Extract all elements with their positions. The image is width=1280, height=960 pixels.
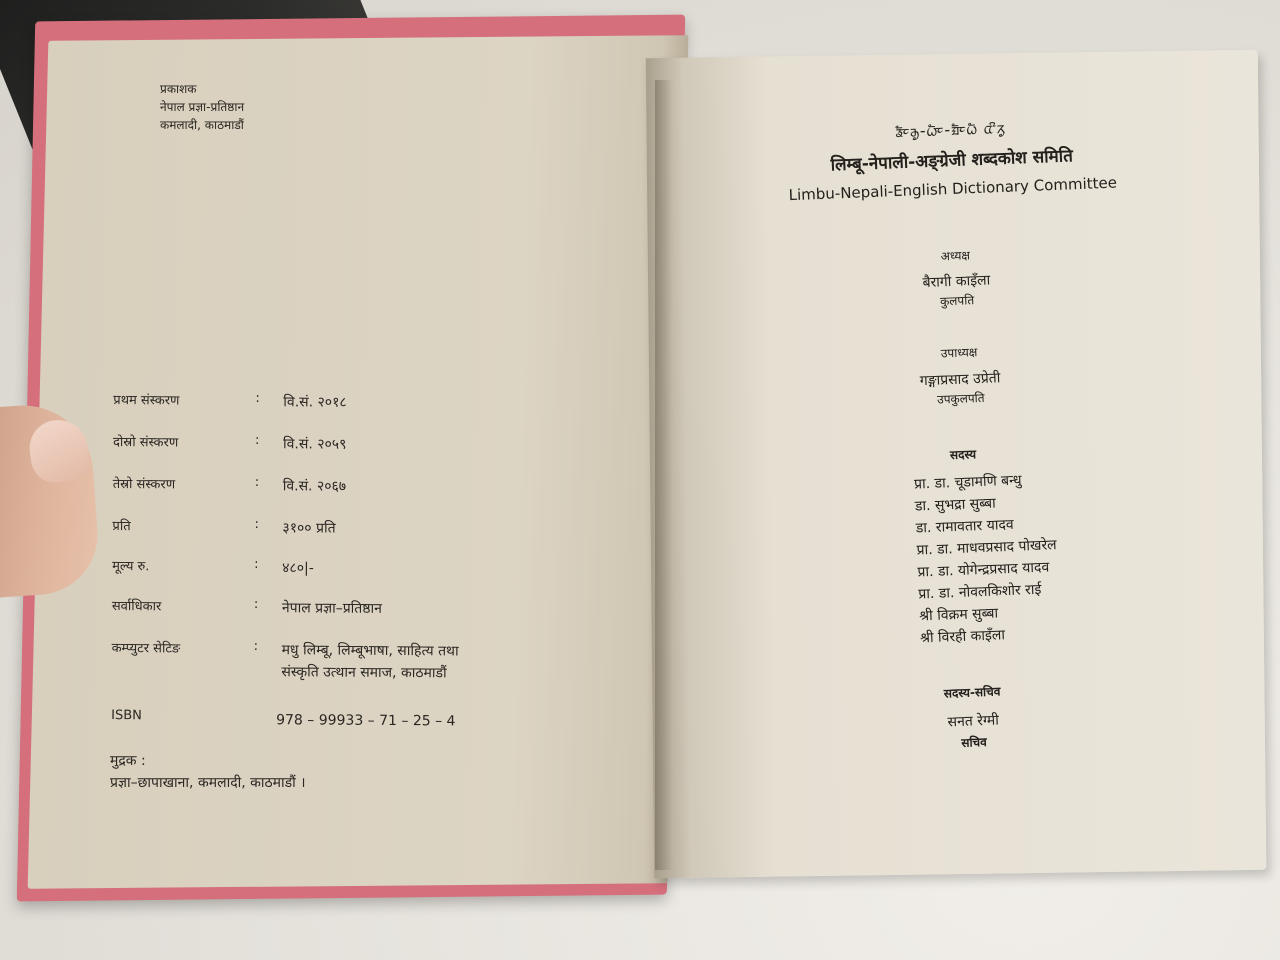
detail-label: सर्वाधिकार — [111, 599, 162, 615]
member-name: श्री विरही काइँला — [919, 627, 1006, 647]
detail-row: मूल्य रु. : ४८०|- — [112, 556, 672, 588]
member-name: प्रा. डा. योगेन्द्रप्रसाद यादव — [917, 559, 1050, 581]
vice-chair-name: गङ्गाप्रसाद उप्रेती — [919, 370, 1001, 390]
detail-value: ३१०० प्रति — [282, 520, 336, 537]
member-name: प्रा. डा. माधवप्रसाद पोखरेल — [916, 537, 1057, 559]
secretary-name: सनत रेग्मी — [947, 712, 1000, 731]
detail-row: सर्वाधिकार : नेपाल प्रज्ञा–प्रतिष्ठान — [112, 596, 672, 628]
member-name: श्री विक्रम सुब्बा — [918, 605, 999, 625]
member-name: डा. सुभद्रा सुब्बा — [914, 495, 997, 515]
member-name: डा. रामावतार यादव — [915, 516, 1014, 537]
printer-label: मुद्रक : — [110, 753, 146, 769]
nepali-title: लिम्बू-नेपाली-अङ्ग्रेजी शब्दकोश समिति — [830, 146, 1074, 176]
edition-details — [111, 390, 674, 794]
publisher-name: नेपाल प्रज्ञा-प्रतिष्ठान — [160, 100, 245, 114]
chair-role: कुलपति — [939, 293, 975, 309]
printer-value: प्रज्ञा–छापाखाना, कमलादी, काठमाडौं । — [110, 775, 306, 791]
detail-value: वि.सं. २०५९ — [282, 436, 347, 453]
committee-block — [740, 104, 1185, 780]
detail-row: दोस्रो संस्करण : वि.सं. २०५९ — [113, 432, 673, 464]
secretary-role: सचिव — [961, 734, 988, 750]
detail-value: नेपाल प्रज्ञा–प्रतिष्ठान — [281, 600, 383, 617]
detail-row — [111, 708, 671, 740]
limbu-title: ᤕᤠᤰᤌᤢ-ᤐᤠᤰ-ᤀᤠᤰᤐᤠ ᤂᤡᤖᤢ — [895, 117, 1007, 142]
english-title: Limbu-Nepali-English Dictionary Committee — [788, 173, 1118, 205]
member-name: प्रा. डा. नोवलकिशोर राई — [918, 581, 1042, 603]
chair-heading: अध्यक्ष — [940, 248, 971, 264]
detail-label: तेस्रो संस्करण — [112, 477, 176, 493]
detail-label: ISBN — [111, 708, 142, 724]
detail-label: दोस्रो संस्करण — [112, 435, 179, 451]
chair-name: बैरागी काइँला — [922, 272, 991, 292]
member-name: प्रा. डा. चूडामणि बन्धु — [913, 472, 1022, 493]
detail-label: प्रति — [112, 519, 131, 535]
vice-chair-heading: उपाध्यक्ष — [940, 345, 978, 361]
detail-value: मधु लिम्बू, लिम्बूभाषा, साहित्य तथा संस्कृति उत्थान समाज, काठमाडौं — [281, 642, 459, 682]
publisher-block — [160, 80, 244, 134]
vice-chair-role: उपकुलपति — [936, 390, 985, 407]
detail-value: 978 – 99933 – 71 – 25 – 4 — [276, 712, 456, 730]
detail-row: प्रति : ३१०० प्रति — [112, 516, 672, 548]
members-heading: सदस्य — [949, 447, 977, 463]
detail-label: कम्प्युटर सेटिङ — [111, 641, 181, 657]
publisher-address: कमलादी, काठमाडौं — [160, 118, 244, 132]
detail-row: प्रथम संस्करण : वि.सं. २०१८ — [113, 390, 673, 422]
printer-block — [110, 750, 306, 794]
secretary-heading: सदस्य-सचिव — [943, 684, 1001, 701]
detail-label: प्रथम संस्करण — [113, 393, 180, 409]
detail-row: तेस्रो संस्करण : वि.सं. २०६७ — [113, 474, 673, 506]
detail-value: वि.सं. २०१८ — [283, 394, 347, 411]
detail-label: मूल्य रु. — [112, 559, 150, 575]
detail-row: कम्प्युटर सेटिङ : मधु लिम्बू, लिम्बूभाषा, साहित्य तथा संस्कृति उत्थान समाज, काठमाडौं — [111, 638, 671, 692]
detail-value: ४८०|- — [282, 560, 314, 577]
detail-value: वि.सं. २०६७ — [282, 478, 347, 495]
members-list — [914, 468, 1061, 649]
publisher-label: प्रकाशक — [160, 82, 197, 96]
